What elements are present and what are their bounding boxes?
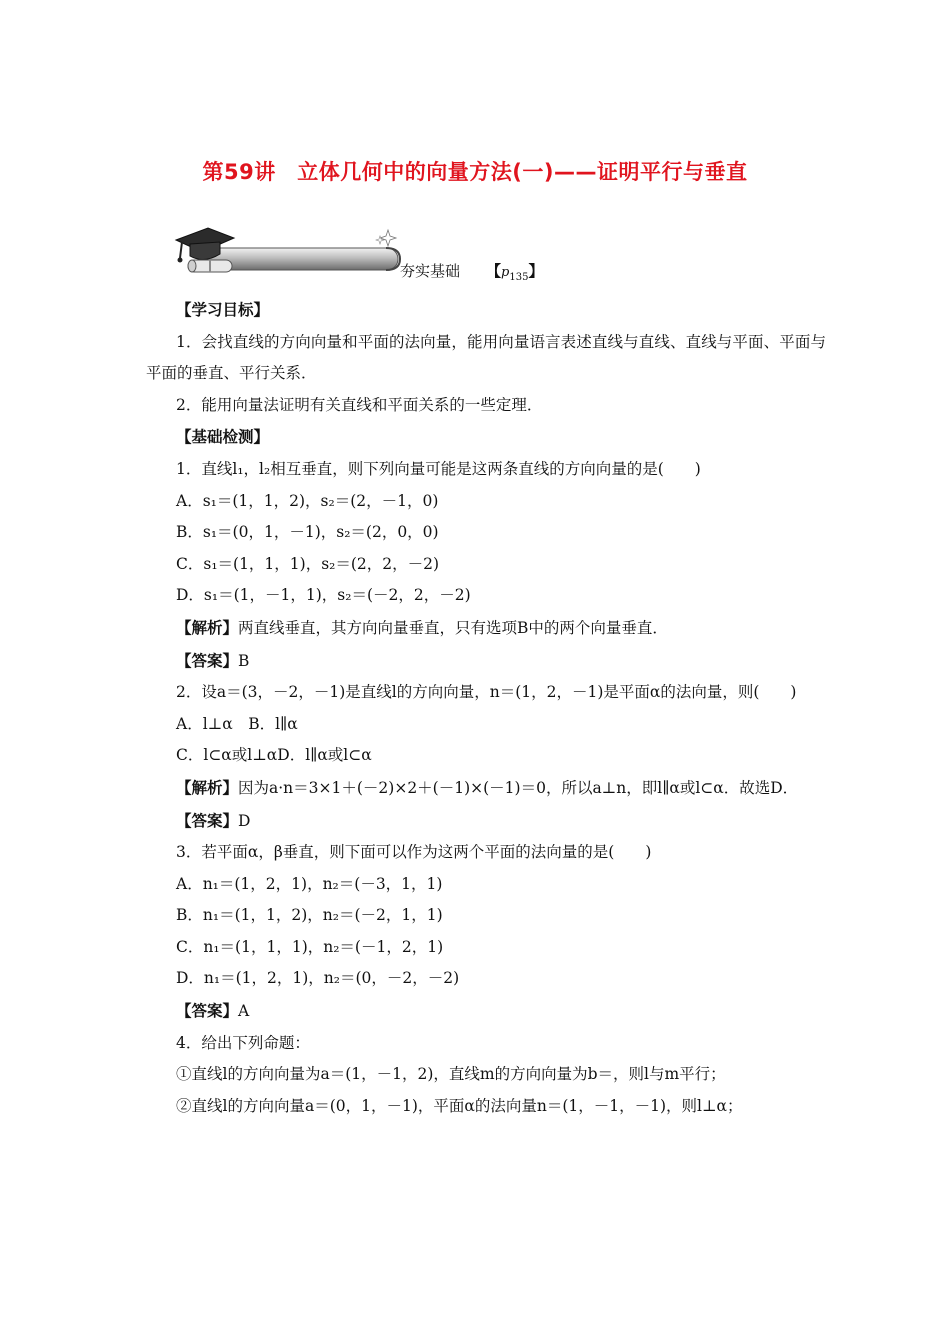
line-text: A．n₁＝(1，2，1)，n₂＝(－3，1，1) — [176, 874, 443, 893]
line-text: B．s₁＝(0，1，－1)，s₂＝(2，0，0) — [176, 523, 439, 542]
line-text: ①直线l的方向向量为a＝(1，－1，2)，直线m的方向向量为b＝，则l与m平行； — [176, 1065, 726, 1084]
text-line — [146, 900, 826, 932]
text-line — [146, 517, 826, 549]
section-heading: 【答案】 — [176, 650, 239, 670]
line-text: A．s₁＝(1，1，2)，s₂＝(2，－1，0) — [176, 491, 439, 510]
page-reference: 【$p_{135}$】 — [486, 262, 544, 283]
line-text: 2．能用向量法证明有关直线和平面关系的一些定理． — [176, 395, 543, 414]
text-line — [146, 1091, 826, 1123]
section-heading: 【基础检测】 — [176, 427, 270, 447]
section-heading: 【学习目标】 — [176, 300, 270, 319]
section-heading: 【答案】 — [176, 1001, 239, 1021]
section-line — [146, 995, 826, 1028]
text-line — [146, 390, 826, 422]
text-line — [146, 549, 826, 581]
section-line — [146, 421, 826, 454]
document-body — [146, 294, 826, 1122]
section-heading: 【解析】 — [176, 617, 239, 637]
text-line — [146, 1028, 826, 1060]
line-text: B — [238, 651, 250, 670]
line-text: D．n₁＝(1，2，1)，n₂＝(0，－2，－2) — [176, 969, 460, 988]
text-line — [146, 869, 826, 901]
line-text: 2．设a＝(3，－2，－1)是直线l的方向向量，n＝(1，2，－1)是平面α的法向量，则( ) — [176, 683, 797, 702]
line-text: 3．若平面α，β垂直，则下面可以作为这两个平面的法向量的是( ) — [176, 843, 652, 862]
text-line — [146, 486, 826, 518]
line-text: A．l⊥α B．l∥α — [176, 714, 298, 733]
text-line — [146, 454, 826, 486]
line-text: D — [238, 811, 251, 830]
line-text: A — [238, 1002, 250, 1021]
text-line — [146, 327, 826, 390]
banner-label: 夯实基础 — [400, 262, 461, 280]
text-line — [146, 709, 826, 741]
section-line — [146, 612, 826, 645]
line-text: D．s₁＝(1，－1，1)，s₂＝(－2，2，－2) — [176, 586, 471, 605]
line-text: C．n₁＝(1，1，1)，n₂＝(－1，2，1) — [176, 937, 444, 956]
line-text: 因为a·n＝3×1＋(－2)×2＋(－1)×(－1)＝0，所以a⊥n，即l∥α或l⊂α．故选D． — [238, 778, 799, 797]
section-banner — [172, 222, 572, 282]
section-line — [146, 294, 826, 327]
line-text: C．s₁＝(1，1，1)，s₂＝(2，2，－2) — [176, 554, 440, 573]
text-line — [146, 740, 826, 772]
line-text: C．l⊂α或l⊥αD．l∥α或l⊂α — [176, 746, 372, 765]
section-line — [146, 805, 826, 838]
graduation-cap-icon — [172, 222, 412, 282]
text-line — [146, 677, 826, 709]
section-line — [146, 772, 826, 805]
section-heading: 【解析】 — [176, 777, 239, 797]
banner-text — [400, 260, 543, 283]
line-text: 两直线垂直，其方向向量垂直，只有选项B中的两个向量垂直． — [238, 618, 668, 637]
section-line — [146, 645, 826, 678]
text-line — [146, 837, 826, 869]
text-line — [146, 963, 826, 995]
line-text: 1．会找直线的方向向量和平面的法向量，能用向量语言表述直线与直线、直线与平面、平面与平面的垂直、平行关系． — [146, 332, 826, 383]
text-line — [146, 932, 826, 964]
text-line — [146, 580, 826, 612]
line-text: B．n₁＝(1，1，2)，n₂＝(－2，1，1) — [176, 906, 443, 925]
section-heading: 【答案】 — [176, 810, 239, 830]
line-text: 1．直线l₁，l₂相互垂直，则下列向量可能是这两条直线的方向向量的是( ) — [176, 459, 701, 478]
line-text: 4．给出下列命题： — [176, 1033, 310, 1052]
line-text: ②直线l的方向向量a＝(0，1，－1)，平面α的法向量n＝(1，－1，－1)，则l⊥α； — [176, 1096, 743, 1115]
text-line — [146, 1059, 826, 1091]
page-title: 第59讲 立体几何中的向量方法(一)——证明平行与垂直 — [202, 160, 748, 184]
